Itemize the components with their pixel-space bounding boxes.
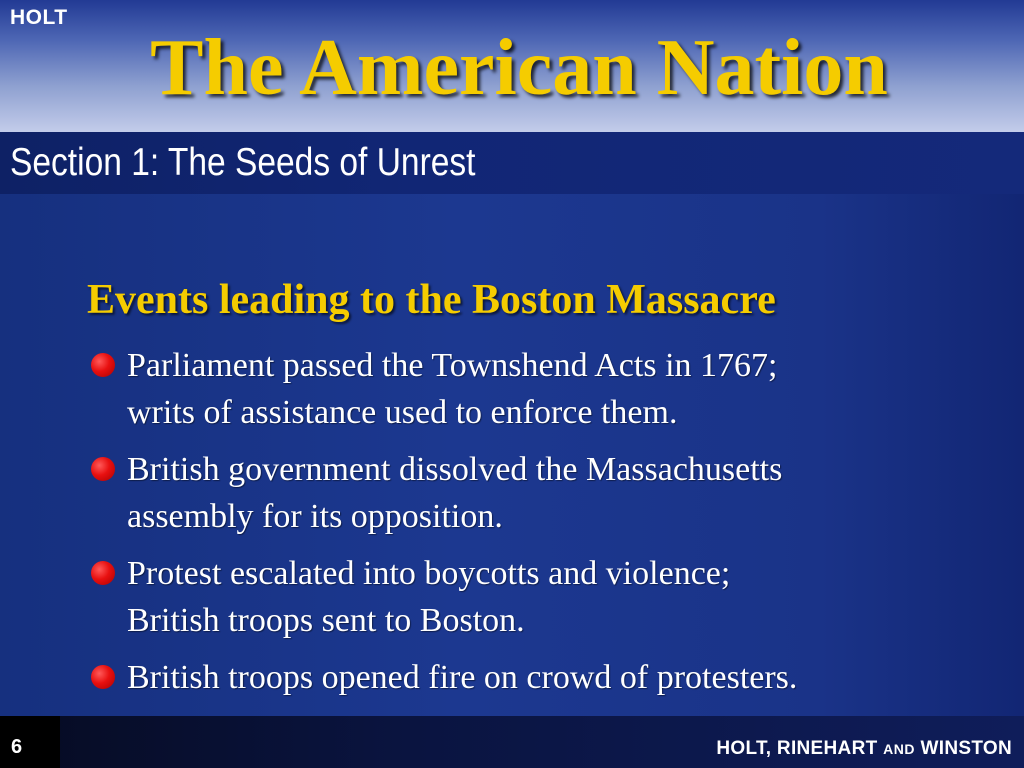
red-bullet-icon (91, 457, 115, 481)
book-title: The American Nation (150, 24, 888, 112)
page-number: 6 (11, 736, 23, 758)
red-bullet-icon (91, 665, 115, 689)
publisher-part2: WINSTON (920, 738, 1012, 759)
publisher-name (716, 737, 1012, 761)
bullet-text-line: writs of assistance used to enforce them. (127, 394, 678, 431)
slide-heading: Events leading to the Boston Massacre (87, 277, 776, 323)
section-title: Section 1: The Seeds of Unrest (10, 141, 476, 184)
bullet-item (87, 550, 987, 644)
publisher-part1: HOLT, RINEHART (716, 738, 878, 759)
bullet-list (87, 342, 987, 711)
holt-logo: HOLT (10, 6, 68, 29)
bullet-text-line: Protest escalated into boycotts and violence; (127, 555, 731, 592)
bullet-text-line: assembly for its opposition. (127, 498, 503, 535)
bullet-item (87, 342, 987, 436)
bullet-text-line: British troops sent to Boston. (127, 602, 525, 639)
bullet-text-line: Parliament passed the Townshend Acts in 1767; (127, 347, 778, 384)
bullet-text-line: British government dissolved the Massachusetts (127, 451, 783, 488)
red-bullet-icon (91, 353, 115, 377)
bullet-item (87, 654, 987, 701)
page-number-box (0, 716, 60, 768)
red-bullet-icon (91, 561, 115, 585)
bullet-text-line: British troops opened fire on crowd of protesters. (127, 659, 798, 696)
publisher-and: AND (883, 741, 915, 757)
bullet-item (87, 446, 987, 540)
